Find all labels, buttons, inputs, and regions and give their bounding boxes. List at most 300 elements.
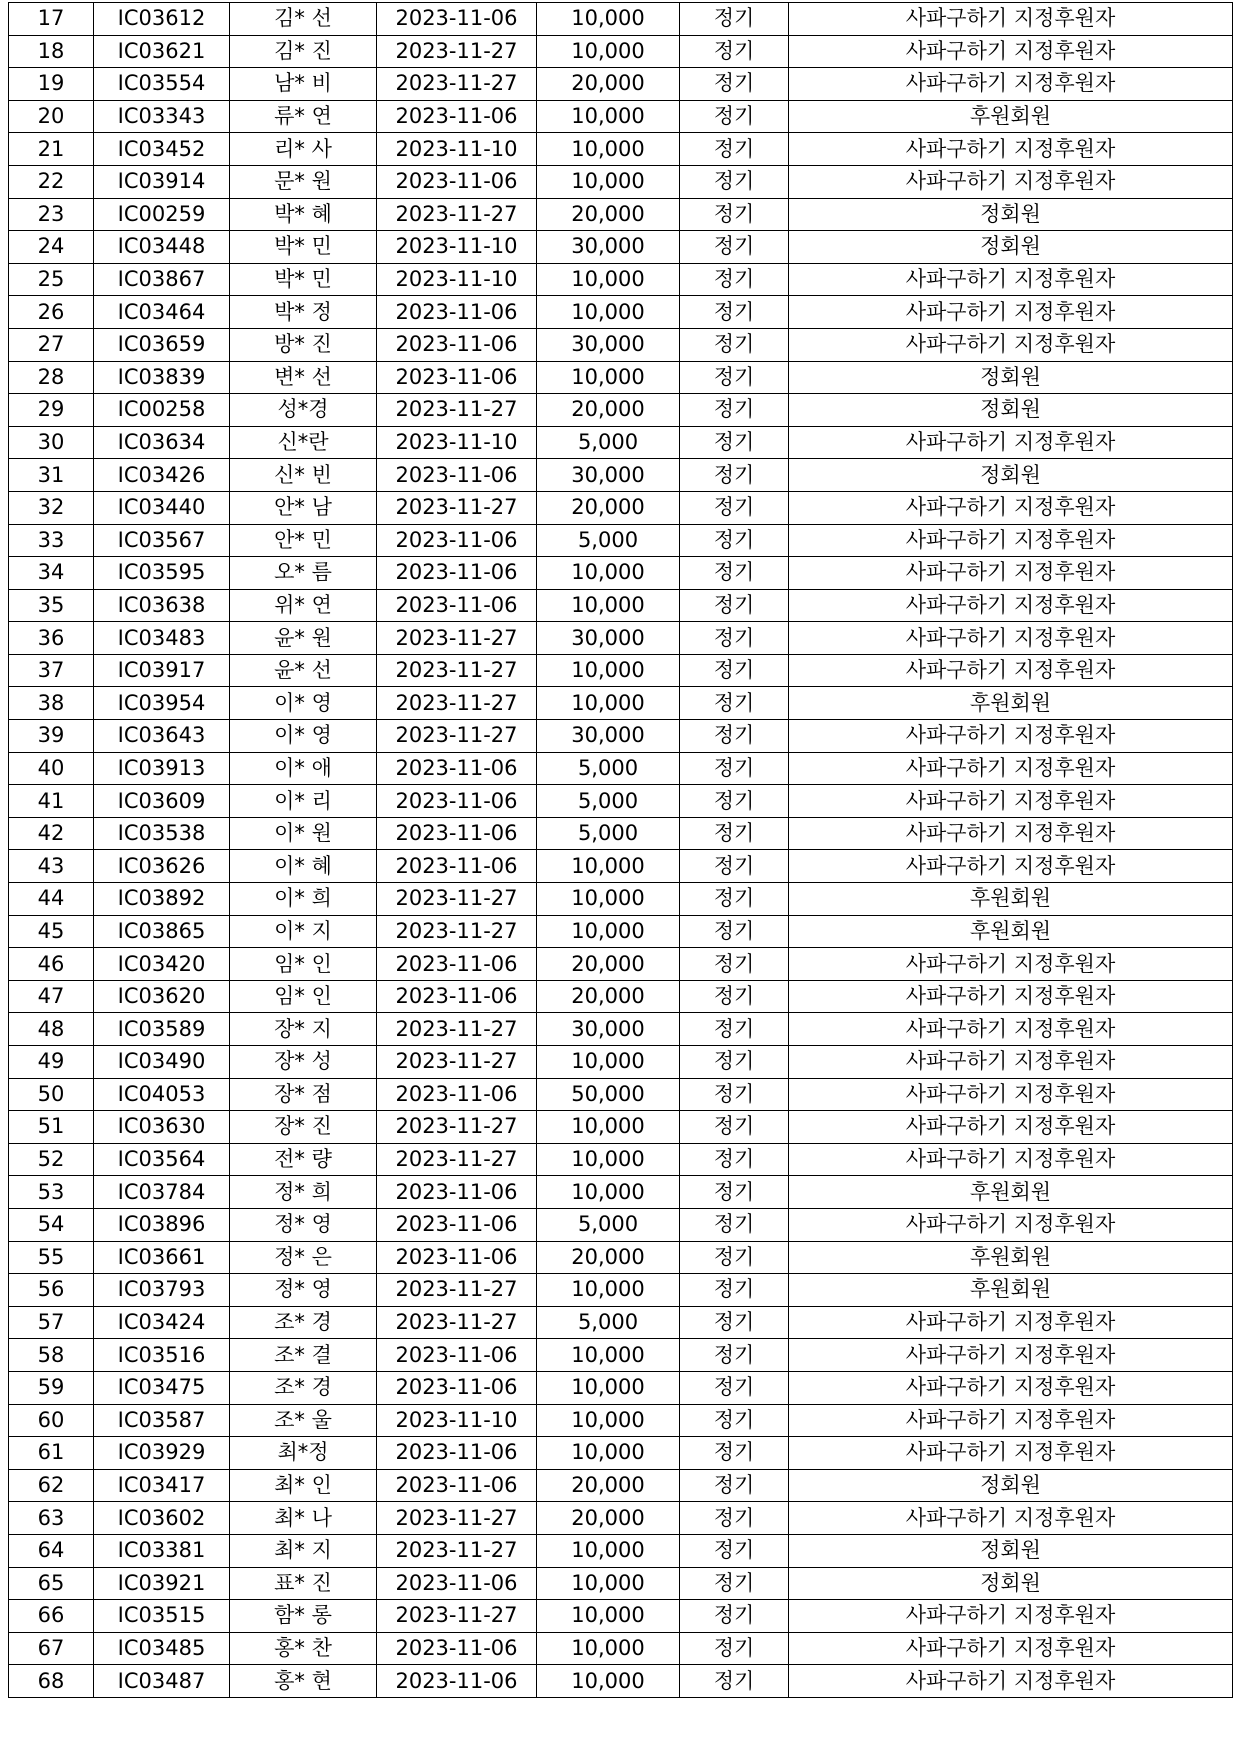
donation-date-cell: 2023-11-27	[377, 1274, 537, 1307]
donation-date-cell: 2023-11-10	[377, 133, 537, 166]
donation-type-cell: 정기	[680, 426, 789, 459]
donation-amount-cell: 20,000	[537, 491, 680, 524]
donation-date-cell: 2023-11-27	[377, 1306, 537, 1339]
donor-name-cell: 윤* 원	[230, 622, 377, 655]
row-number-cell: 40	[9, 752, 94, 785]
donor-category-cell: 정회원	[789, 394, 1233, 427]
donation-type-cell: 정기	[680, 1371, 789, 1404]
donor-category-cell: 사파구하기 지정후원자	[789, 720, 1233, 753]
donor-id-cell: IC03929	[94, 1437, 230, 1470]
table-row	[9, 426, 1233, 459]
donor-category-cell: 사파구하기 지정후원자	[789, 165, 1233, 198]
donor-id-cell: IC03483	[94, 622, 230, 655]
donation-date-cell: 2023-11-10	[377, 426, 537, 459]
donation-date-cell: 2023-11-27	[377, 1046, 537, 1079]
table-row	[9, 1371, 1233, 1404]
donor-id-cell: IC03420	[94, 948, 230, 981]
table-row	[9, 720, 1233, 753]
donor-name-cell: 표* 진	[230, 1567, 377, 1600]
donation-date-cell: 2023-11-27	[377, 1502, 537, 1535]
donation-type-cell: 정기	[680, 231, 789, 264]
donation-date-cell: 2023-11-27	[377, 1600, 537, 1633]
donor-id-cell: IC03538	[94, 817, 230, 850]
table-row	[9, 752, 1233, 785]
donor-id-cell: IC03784	[94, 1176, 230, 1209]
table-row	[9, 817, 1233, 850]
donation-date-cell: 2023-11-27	[377, 720, 537, 753]
table-row	[9, 524, 1233, 557]
donation-date-cell: 2023-11-06	[377, 1665, 537, 1698]
donor-name-cell: 장* 성	[230, 1046, 377, 1079]
donor-id-cell: IC04053	[94, 1078, 230, 1111]
donation-type-cell: 정기	[680, 1306, 789, 1339]
donor-category-cell: 후원회원	[789, 915, 1233, 948]
donation-amount-cell: 10,000	[537, 361, 680, 394]
donation-amount-cell: 10,000	[537, 263, 680, 296]
donation-type-cell: 정기	[680, 1241, 789, 1274]
donor-category-cell: 후원회원	[789, 687, 1233, 720]
table-row	[9, 1567, 1233, 1600]
donor-name-cell: 이* 희	[230, 883, 377, 916]
donation-type-cell: 정기	[680, 1469, 789, 1502]
donation-amount-cell: 20,000	[537, 1241, 680, 1274]
donor-id-cell: IC03621	[94, 35, 230, 68]
row-number-cell: 27	[9, 328, 94, 361]
row-number-cell: 32	[9, 491, 94, 524]
donation-type-cell: 정기	[680, 328, 789, 361]
donor-name-cell: 안* 남	[230, 491, 377, 524]
donation-amount-cell: 5,000	[537, 785, 680, 818]
donation-type-cell: 정기	[680, 1111, 789, 1144]
donor-category-cell: 사파구하기 지정후원자	[789, 524, 1233, 557]
donation-date-cell: 2023-11-06	[377, 948, 537, 981]
donor-category-cell: 후원회원	[789, 1274, 1233, 1307]
donor-category-cell: 사파구하기 지정후원자	[789, 1208, 1233, 1241]
donation-type-cell: 정기	[680, 491, 789, 524]
donation-date-cell: 2023-11-06	[377, 850, 537, 883]
donation-type-cell: 정기	[680, 1437, 789, 1470]
donor-category-cell: 사파구하기 지정후원자	[789, 491, 1233, 524]
table-row	[9, 100, 1233, 133]
donor-name-cell: 임* 인	[230, 948, 377, 981]
donor-category-cell: 사파구하기 지정후원자	[789, 1078, 1233, 1111]
donation-date-cell: 2023-11-06	[377, 328, 537, 361]
donor-name-cell: 김* 선	[230, 3, 377, 36]
donor-category-cell: 후원회원	[789, 883, 1233, 916]
donation-date-cell: 2023-11-06	[377, 557, 537, 590]
donor-category-cell: 사파구하기 지정후원자	[789, 817, 1233, 850]
donation-type-cell: 정기	[680, 915, 789, 948]
donor-category-cell: 사파구하기 지정후원자	[789, 35, 1233, 68]
donor-id-cell: IC03634	[94, 426, 230, 459]
table-row	[9, 1600, 1233, 1633]
donation-date-cell: 2023-11-06	[377, 1567, 537, 1600]
donation-date-cell: 2023-11-27	[377, 622, 537, 655]
donation-amount-cell: 10,000	[537, 557, 680, 590]
donation-amount-cell: 5,000	[537, 524, 680, 557]
donation-amount-cell: 20,000	[537, 948, 680, 981]
donor-name-cell: 윤* 선	[230, 654, 377, 687]
donation-type-cell: 정기	[680, 1632, 789, 1665]
donation-date-cell: 2023-11-06	[377, 296, 537, 329]
donor-id-cell: IC03630	[94, 1111, 230, 1144]
donation-amount-cell: 20,000	[537, 394, 680, 427]
row-number-cell: 43	[9, 850, 94, 883]
donation-type-cell: 정기	[680, 752, 789, 785]
donor-category-cell: 사파구하기 지정후원자	[789, 328, 1233, 361]
row-number-cell: 65	[9, 1567, 94, 1600]
donor-category-cell: 사파구하기 지정후원자	[789, 1306, 1233, 1339]
donor-id-cell: IC03440	[94, 491, 230, 524]
row-number-cell: 64	[9, 1534, 94, 1567]
donation-amount-cell: 50,000	[537, 1078, 680, 1111]
table-row	[9, 1274, 1233, 1307]
donor-category-cell: 후원회원	[789, 100, 1233, 133]
donation-amount-cell: 10,000	[537, 1567, 680, 1600]
donation-date-cell: 2023-11-10	[377, 263, 537, 296]
donor-name-cell: 방* 진	[230, 328, 377, 361]
donation-date-cell: 2023-11-06	[377, 459, 537, 492]
donor-category-cell: 사파구하기 지정후원자	[789, 1632, 1233, 1665]
row-number-cell: 17	[9, 3, 94, 36]
table-row	[9, 1241, 1233, 1274]
donor-id-cell: IC03487	[94, 1665, 230, 1698]
donation-type-cell: 정기	[680, 1404, 789, 1437]
donor-name-cell: 박* 민	[230, 263, 377, 296]
donation-type-cell: 정기	[680, 1078, 789, 1111]
row-number-cell: 25	[9, 263, 94, 296]
donor-id-cell: IC03659	[94, 328, 230, 361]
row-number-cell: 51	[9, 1111, 94, 1144]
donor-name-cell: 오* 름	[230, 557, 377, 590]
donation-type-cell: 정기	[680, 817, 789, 850]
donor-id-cell: IC03954	[94, 687, 230, 720]
donation-date-cell: 2023-11-06	[377, 785, 537, 818]
row-number-cell: 33	[9, 524, 94, 557]
row-number-cell: 60	[9, 1404, 94, 1437]
row-number-cell: 30	[9, 426, 94, 459]
donation-amount-cell: 10,000	[537, 133, 680, 166]
donor-name-cell: 이* 혜	[230, 850, 377, 883]
row-number-cell: 21	[9, 133, 94, 166]
donor-id-cell: IC03595	[94, 557, 230, 590]
table-row	[9, 557, 1233, 590]
donor-table	[8, 2, 1233, 1698]
donation-type-cell: 정기	[680, 133, 789, 166]
donation-type-cell: 정기	[680, 35, 789, 68]
donation-type-cell: 정기	[680, 1176, 789, 1209]
row-number-cell: 62	[9, 1469, 94, 1502]
row-number-cell: 31	[9, 459, 94, 492]
donor-id-cell: IC03609	[94, 785, 230, 818]
row-number-cell: 47	[9, 980, 94, 1013]
donor-id-cell: IC03587	[94, 1404, 230, 1437]
donor-category-cell: 사파구하기 지정후원자	[789, 785, 1233, 818]
row-number-cell: 28	[9, 361, 94, 394]
donation-type-cell: 정기	[680, 459, 789, 492]
donor-id-cell: IC03417	[94, 1469, 230, 1502]
donor-name-cell: 최* 나	[230, 1502, 377, 1535]
donor-name-cell: 이* 영	[230, 720, 377, 753]
donor-category-cell: 사파구하기 지정후원자	[789, 1339, 1233, 1372]
donor-name-cell: 신* 빈	[230, 459, 377, 492]
table-row	[9, 1111, 1233, 1144]
donation-amount-cell: 20,000	[537, 1502, 680, 1535]
row-number-cell: 18	[9, 35, 94, 68]
row-number-cell: 26	[9, 296, 94, 329]
donation-date-cell: 2023-11-27	[377, 1111, 537, 1144]
donation-type-cell: 정기	[680, 687, 789, 720]
donor-id-cell: IC03914	[94, 165, 230, 198]
donation-type-cell: 정기	[680, 1046, 789, 1079]
donation-type-cell: 정기	[680, 883, 789, 916]
row-number-cell: 45	[9, 915, 94, 948]
donor-category-cell: 후원회원	[789, 1176, 1233, 1209]
donation-amount-cell: 10,000	[537, 1534, 680, 1567]
donor-name-cell: 문* 원	[230, 165, 377, 198]
donation-date-cell: 2023-11-06	[377, 1208, 537, 1241]
table-row	[9, 263, 1233, 296]
donation-date-cell: 2023-11-27	[377, 687, 537, 720]
donor-id-cell: IC03490	[94, 1046, 230, 1079]
donation-type-cell: 정기	[680, 1143, 789, 1176]
donation-date-cell: 2023-11-10	[377, 1404, 537, 1437]
donor-id-cell: IC03589	[94, 1013, 230, 1046]
donor-category-cell: 정회원	[789, 1567, 1233, 1600]
donation-type-cell: 정기	[680, 557, 789, 590]
donation-amount-cell: 20,000	[537, 1469, 680, 1502]
donor-category-cell: 사파구하기 지정후원자	[789, 296, 1233, 329]
table-row	[9, 361, 1233, 394]
donor-id-cell: IC03620	[94, 980, 230, 1013]
row-number-cell: 59	[9, 1371, 94, 1404]
donation-type-cell: 정기	[680, 165, 789, 198]
row-number-cell: 42	[9, 817, 94, 850]
row-number-cell: 36	[9, 622, 94, 655]
donation-type-cell: 정기	[680, 1665, 789, 1698]
donor-id-cell: IC03867	[94, 263, 230, 296]
table-row	[9, 1665, 1233, 1698]
donor-category-cell: 사파구하기 지정후원자	[789, 1046, 1233, 1079]
donor-name-cell: 김* 진	[230, 35, 377, 68]
donor-category-cell: 사파구하기 지정후원자	[789, 557, 1233, 590]
donation-date-cell: 2023-11-06	[377, 1241, 537, 1274]
donor-category-cell: 사파구하기 지정후원자	[789, 589, 1233, 622]
table-row	[9, 1078, 1233, 1111]
row-number-cell: 38	[9, 687, 94, 720]
row-number-cell: 39	[9, 720, 94, 753]
donation-type-cell: 정기	[680, 100, 789, 133]
donor-id-cell: IC03638	[94, 589, 230, 622]
donor-id-cell: IC03452	[94, 133, 230, 166]
donation-amount-cell: 10,000	[537, 883, 680, 916]
donation-amount-cell: 10,000	[537, 850, 680, 883]
donation-amount-cell: 5,000	[537, 1208, 680, 1241]
donation-date-cell: 2023-11-06	[377, 165, 537, 198]
table-row	[9, 1404, 1233, 1437]
donor-category-cell: 사파구하기 지정후원자	[789, 622, 1233, 655]
row-number-cell: 50	[9, 1078, 94, 1111]
donation-date-cell: 2023-11-06	[377, 752, 537, 785]
donor-name-cell: 정* 은	[230, 1241, 377, 1274]
table-row	[9, 1534, 1233, 1567]
donation-date-cell: 2023-11-06	[377, 3, 537, 36]
donor-category-cell: 사파구하기 지정후원자	[789, 980, 1233, 1013]
donation-date-cell: 2023-11-06	[377, 361, 537, 394]
donor-name-cell: 박* 혜	[230, 198, 377, 231]
donor-id-cell: IC03567	[94, 524, 230, 557]
row-number-cell: 55	[9, 1241, 94, 1274]
donation-type-cell: 정기	[680, 394, 789, 427]
donation-date-cell: 2023-11-06	[377, 1632, 537, 1665]
donation-type-cell: 정기	[680, 1600, 789, 1633]
donor-category-cell: 정회원	[789, 361, 1233, 394]
table-row	[9, 1632, 1233, 1665]
donor-category-cell: 사파구하기 지정후원자	[789, 850, 1233, 883]
donation-amount-cell: 10,000	[537, 296, 680, 329]
table-row	[9, 35, 1233, 68]
donation-type-cell: 정기	[680, 524, 789, 557]
donation-date-cell: 2023-11-27	[377, 654, 537, 687]
donation-amount-cell: 10,000	[537, 1143, 680, 1176]
table-row	[9, 328, 1233, 361]
donor-name-cell: 최* 인	[230, 1469, 377, 1502]
donor-id-cell: IC03793	[94, 1274, 230, 1307]
donor-name-cell: 조* 경	[230, 1371, 377, 1404]
row-number-cell: 19	[9, 68, 94, 101]
donor-name-cell: 장* 점	[230, 1078, 377, 1111]
donor-category-cell: 사파구하기 지정후원자	[789, 68, 1233, 101]
donor-id-cell: IC03424	[94, 1306, 230, 1339]
table-row	[9, 68, 1233, 101]
table-row	[9, 654, 1233, 687]
donor-category-cell: 사파구하기 지정후원자	[789, 1013, 1233, 1046]
donor-name-cell: 박* 정	[230, 296, 377, 329]
donor-name-cell: 정* 영	[230, 1208, 377, 1241]
donation-amount-cell: 20,000	[537, 198, 680, 231]
donor-name-cell: 안* 민	[230, 524, 377, 557]
donation-date-cell: 2023-11-06	[377, 524, 537, 557]
donation-amount-cell: 10,000	[537, 654, 680, 687]
donor-name-cell: 이* 애	[230, 752, 377, 785]
donation-type-cell: 정기	[680, 361, 789, 394]
donation-amount-cell: 10,000	[537, 1600, 680, 1633]
donation-date-cell: 2023-11-06	[377, 980, 537, 1013]
row-number-cell: 61	[9, 1437, 94, 1470]
table-row	[9, 1502, 1233, 1535]
donation-date-cell: 2023-11-27	[377, 35, 537, 68]
table-row	[9, 1143, 1233, 1176]
donation-type-cell: 정기	[680, 720, 789, 753]
donation-type-cell: 정기	[680, 589, 789, 622]
table-row	[9, 1306, 1233, 1339]
donor-name-cell: 이* 영	[230, 687, 377, 720]
donation-type-cell: 정기	[680, 1274, 789, 1307]
donor-category-cell: 사파구하기 지정후원자	[789, 263, 1233, 296]
donor-name-cell: 성*경	[230, 394, 377, 427]
row-number-cell: 29	[9, 394, 94, 427]
row-number-cell: 52	[9, 1143, 94, 1176]
table-row	[9, 589, 1233, 622]
donor-category-cell: 사파구하기 지정후원자	[789, 3, 1233, 36]
donation-date-cell: 2023-11-27	[377, 491, 537, 524]
table-row	[9, 296, 1233, 329]
row-number-cell: 48	[9, 1013, 94, 1046]
donor-id-cell: IC03913	[94, 752, 230, 785]
donation-amount-cell: 10,000	[537, 589, 680, 622]
donation-date-cell: 2023-11-27	[377, 1534, 537, 1567]
row-number-cell: 22	[9, 165, 94, 198]
donation-amount-cell: 5,000	[537, 1306, 680, 1339]
row-number-cell: 66	[9, 1600, 94, 1633]
donation-date-cell: 2023-11-27	[377, 1013, 537, 1046]
donor-category-cell: 사파구하기 지정후원자	[789, 1600, 1233, 1633]
donor-id-cell: IC03626	[94, 850, 230, 883]
donation-amount-cell: 10,000	[537, 1632, 680, 1665]
table-row	[9, 1176, 1233, 1209]
row-number-cell: 67	[9, 1632, 94, 1665]
donor-id-cell: IC03921	[94, 1567, 230, 1600]
donor-id-cell: IC03381	[94, 1534, 230, 1567]
row-number-cell: 44	[9, 883, 94, 916]
donation-date-cell: 2023-11-06	[377, 1176, 537, 1209]
donation-date-cell: 2023-11-27	[377, 394, 537, 427]
donation-type-cell: 정기	[680, 850, 789, 883]
donation-type-cell: 정기	[680, 622, 789, 655]
donor-id-cell: IC03602	[94, 1502, 230, 1535]
donation-date-cell: 2023-11-06	[377, 1339, 537, 1372]
donation-amount-cell: 30,000	[537, 459, 680, 492]
donation-date-cell: 2023-11-06	[377, 1437, 537, 1470]
donation-amount-cell: 10,000	[537, 1404, 680, 1437]
donor-name-cell: 장* 진	[230, 1111, 377, 1144]
row-number-cell: 46	[9, 948, 94, 981]
table-row	[9, 1046, 1233, 1079]
donor-name-cell: 임* 인	[230, 980, 377, 1013]
donation-amount-cell: 5,000	[537, 426, 680, 459]
table-row	[9, 850, 1233, 883]
donation-type-cell: 정기	[680, 68, 789, 101]
donor-id-cell: IC03612	[94, 3, 230, 36]
donation-date-cell: 2023-11-27	[377, 1143, 537, 1176]
donor-id-cell: IC03643	[94, 720, 230, 753]
donation-date-cell: 2023-11-06	[377, 817, 537, 850]
row-number-cell: 49	[9, 1046, 94, 1079]
donation-type-cell: 정기	[680, 1013, 789, 1046]
table-row	[9, 394, 1233, 427]
table-row	[9, 622, 1233, 655]
donor-category-cell: 후원회원	[789, 1241, 1233, 1274]
donor-name-cell: 조* 울	[230, 1404, 377, 1437]
donation-amount-cell: 30,000	[537, 622, 680, 655]
donation-amount-cell: 10,000	[537, 915, 680, 948]
donation-amount-cell: 30,000	[537, 1013, 680, 1046]
donation-amount-cell: 10,000	[537, 35, 680, 68]
donation-type-cell: 정기	[680, 1502, 789, 1535]
row-number-cell: 24	[9, 231, 94, 264]
donation-type-cell: 정기	[680, 1567, 789, 1600]
row-number-cell: 58	[9, 1339, 94, 1372]
donation-type-cell: 정기	[680, 1534, 789, 1567]
donation-date-cell: 2023-11-27	[377, 68, 537, 101]
donor-name-cell: 류* 연	[230, 100, 377, 133]
donor-category-cell: 사파구하기 지정후원자	[789, 133, 1233, 166]
donor-id-cell: IC00258	[94, 394, 230, 427]
donor-name-cell: 신*란	[230, 426, 377, 459]
donation-date-cell: 2023-11-06	[377, 1078, 537, 1111]
donor-category-cell: 정회원	[789, 1534, 1233, 1567]
row-number-cell: 41	[9, 785, 94, 818]
